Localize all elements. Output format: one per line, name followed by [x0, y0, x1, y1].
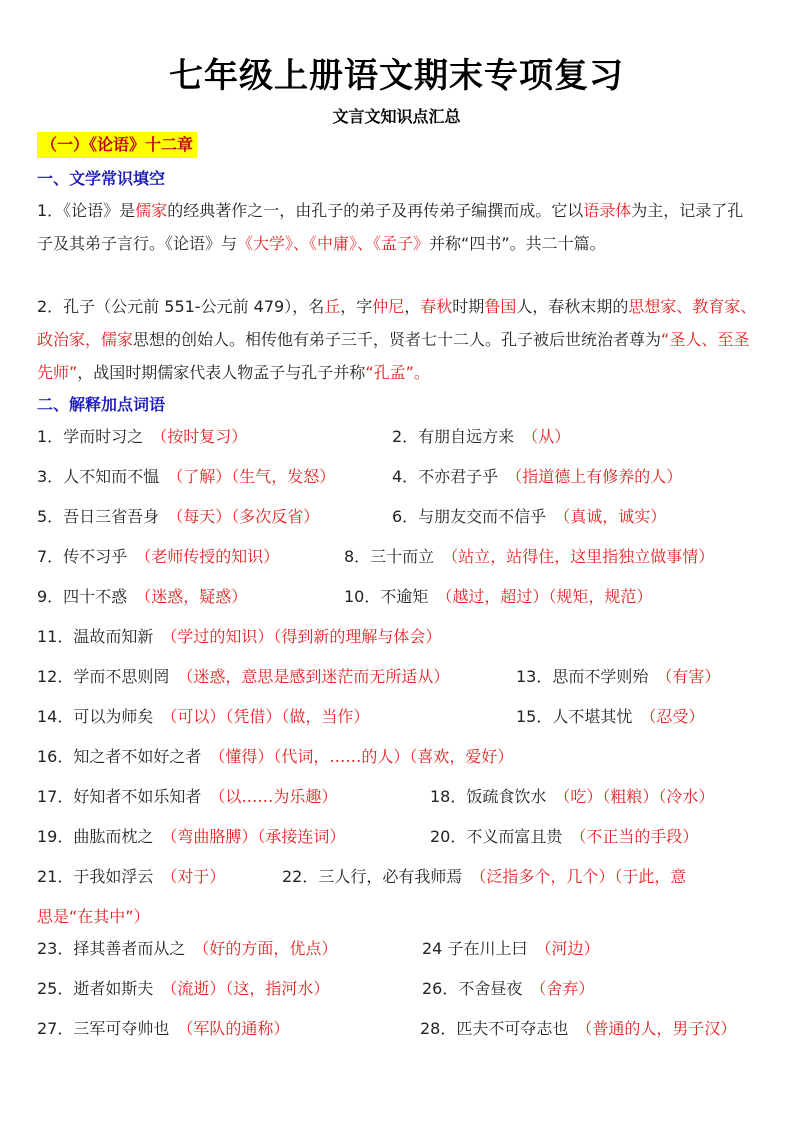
answer-text: 仲尼	[372, 297, 405, 316]
vocab-phrase: 10．不逾矩	[344, 587, 429, 606]
vocab-answer: 思是“在其中”）	[37, 907, 150, 926]
vocab-phrase: 22．三人行，必有我师焉	[282, 867, 463, 886]
answer-text: 思想家、教育家、政治家，儒家	[37, 297, 757, 349]
vocab-answer: （真诚，诚实）	[554, 507, 667, 526]
vocab-answer: （忍受）	[640, 707, 705, 726]
vocab-item	[282, 864, 686, 887]
vocab-phrase: 6．与朋友交而不信乎	[392, 507, 547, 526]
vocab-answer: （以……为乐趣）	[209, 787, 338, 806]
body-text: 的经典著作之一，由孔子的弟子及再传弟子编撰而成。它以	[167, 201, 584, 220]
vocab-item	[392, 504, 666, 527]
vocab-answer: （河边）	[535, 939, 600, 958]
vocab-item	[37, 784, 337, 807]
answer-text: 儒家	[135, 201, 168, 220]
vocab-phrase: 12．学而不思则罔	[37, 667, 170, 686]
vocab-answer: （泛指多个，几个）（于此，意	[470, 867, 687, 886]
vocab-item	[37, 464, 335, 487]
vocab-item	[37, 584, 247, 607]
vocab-item	[37, 936, 337, 959]
vocab-item	[37, 544, 279, 567]
body-text: 思想的创始人。相传他有弟子三千，贤者七十二人。孔子被后世统治者尊为	[133, 330, 662, 349]
answer-text: 春秋	[420, 297, 453, 316]
vocab-item	[37, 504, 319, 527]
vocab-phrase: 17．好知者不如乐知者	[37, 787, 202, 806]
vocab-phrase: 25．逝者如斯夫	[37, 979, 154, 998]
answer-text: 鲁国	[484, 297, 517, 316]
vocab-item	[37, 824, 345, 847]
vocab-answer: （迷惑，意思是感到迷茫而无所适从）	[177, 667, 450, 686]
vocab-item	[392, 424, 570, 447]
vocab-phrase: 11．温故而知新	[37, 627, 154, 646]
vocab-phrase: 4．不亦君子乎	[392, 467, 499, 486]
vocab-answer: （学过的知识）（得到新的理解与体会）	[161, 627, 442, 646]
vocab-answer: （弯曲胳膊）（承接连词）	[161, 827, 346, 846]
vocab-item	[37, 424, 247, 447]
vocab-phrase: 18．饭疏食饮水	[430, 787, 547, 806]
vocab-item	[37, 664, 449, 687]
vocab-item	[516, 704, 704, 727]
vocab-item	[392, 464, 682, 487]
vocab-phrase: 26．不舍昼夜	[422, 979, 523, 998]
body-text: ，字	[340, 297, 373, 316]
vocab-answer: （迷惑，疑惑）	[135, 587, 248, 606]
body-text: 时期	[452, 297, 485, 316]
vocab-answer: （了解）（生气，发怒）	[167, 467, 336, 486]
vocab-item	[344, 584, 652, 607]
vocab-item	[516, 664, 720, 687]
body-text: 人，春秋末期的	[516, 297, 629, 316]
vocab-answer: （流逝）（这，指河水）	[161, 979, 330, 998]
answer-text: 语录体	[583, 201, 632, 220]
section-heading-literature: 一、文学常识填空	[37, 169, 166, 188]
vocab-item	[430, 784, 714, 807]
vocab-phrase: 13．思而不学则殆	[516, 667, 649, 686]
vocab-phrase: 27．三军可夺帅也	[37, 1019, 170, 1038]
vocab-answer: （对于）	[161, 867, 226, 886]
answer-text: 丘	[324, 297, 341, 316]
vocab-item	[37, 976, 329, 999]
vocab-answer: （指道德上有修养的人）	[506, 467, 683, 486]
vocab-phrase: 24 子在川上曰	[422, 939, 528, 958]
vocab-phrase: 15．人不堪其忧	[516, 707, 633, 726]
vocab-phrase: 8．三十而立	[344, 547, 435, 566]
vocab-item	[37, 864, 225, 887]
body-text: ，	[404, 297, 421, 316]
vocab-answer: （懂得）（代词，……的人）（喜欢，爱好）	[209, 747, 514, 766]
vocab-item	[430, 824, 698, 847]
vocab-phrase: 14．可以为师矣	[37, 707, 154, 726]
paragraph-confucius	[37, 290, 757, 389]
vocab-answer: （可以）（凭借）（做，当作）	[161, 707, 370, 726]
answer-text: “圣人、至圣先师”	[37, 330, 750, 382]
vocab-phrase: 3．人不知而不愠	[37, 467, 160, 486]
answer-text: “孔孟”。	[365, 363, 430, 382]
page-title: 七年级上册语文期末专项复习	[169, 56, 624, 96]
vocab-phrase: 20．不义而富且贵	[430, 827, 563, 846]
paragraph-analects	[37, 194, 757, 260]
vocab-answer: （从）	[522, 427, 571, 446]
vocab-answer: （好的方面，优点）	[193, 939, 338, 958]
vocab-answer: （舍弃）	[530, 979, 595, 998]
vocab-phrase: 2．有朋自远方来	[392, 427, 515, 446]
vocab-answer: （军队的通称）	[177, 1019, 290, 1038]
chapter-heading: （一）《论语》十二章	[37, 132, 197, 158]
vocab-phrase: 23．择其善者而从之	[37, 939, 186, 958]
vocab-item	[37, 624, 441, 647]
body-text: 1．《论语》是	[37, 201, 136, 220]
vocab-phrase: 1．学而时习之	[37, 427, 144, 446]
vocab-phrase: 7．传不习乎	[37, 547, 128, 566]
page-subtitle: 文言文知识点汇总	[332, 107, 461, 126]
vocab-answer: （普通的人，男子汉）	[576, 1019, 737, 1038]
vocab-answer: （不正当的手段）	[570, 827, 699, 846]
vocab-item	[422, 976, 594, 999]
vocab-answer: （有害）	[656, 667, 721, 686]
vocab-item	[344, 544, 714, 567]
vocab-item	[420, 1016, 736, 1039]
body-text: ，战国时期儒家代表人物孟子与孔子并称	[77, 363, 366, 382]
section-heading-vocabulary: 二、解释加点词语	[37, 395, 166, 414]
vocab-phrase: 28．匹夫不可夺志也	[420, 1019, 569, 1038]
vocab-item	[37, 704, 369, 727]
vocab-phrase: 19．曲肱而枕之	[37, 827, 154, 846]
vocab-item	[37, 1016, 289, 1039]
body-text: 2．孔子（公元前 551-公元前 479），名	[37, 297, 325, 316]
body-text: 为主，记录了孔子及其弟子言行。《论语》与	[37, 201, 744, 253]
vocab-item	[422, 936, 599, 959]
vocab-phrase: 5．吾日三省吾身	[37, 507, 160, 526]
body-text: 并称“四书”。共二十篇。	[429, 234, 606, 253]
vocab-phrase: 16．知之者不如好之者	[37, 747, 202, 766]
vocab-phrase: 21．于我如浮云	[37, 867, 154, 886]
vocab-answer: （吃）（粗粮）（冷水）	[554, 787, 715, 806]
vocab-item	[37, 744, 513, 767]
vocab-answer: （按时复习）	[151, 427, 248, 446]
vocab-answer: （站立，站得住，这里指独立做事情）	[442, 547, 715, 566]
vocab-item	[37, 904, 150, 927]
vocab-phrase: 9．四十不惑	[37, 587, 128, 606]
answer-text: 《大学》、《中庸》、《孟子》	[237, 234, 430, 253]
vocab-answer: （越过，超过）（规矩，规范）	[436, 587, 653, 606]
vocab-answer: （每天）（多次反省）	[167, 507, 320, 526]
vocab-answer: （老师传授的知识）	[135, 547, 280, 566]
